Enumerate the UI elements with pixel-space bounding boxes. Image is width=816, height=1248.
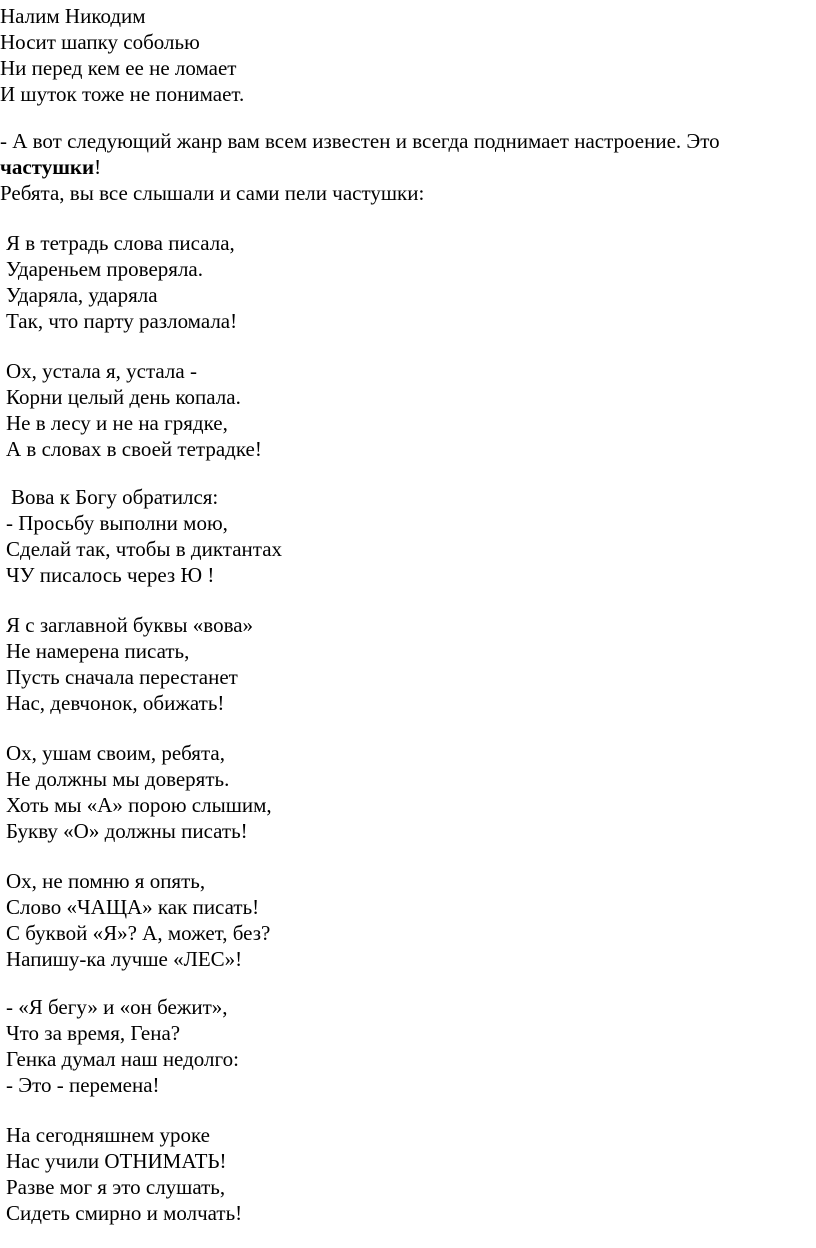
paragraph-line: Ребята, вы все слышали и сами пели частушки: [0,181,425,205]
intro-line: Носит шапку соболью [0,30,200,54]
stanza-line: Ох, устала я, устала - [6,359,197,383]
stanza-line: На сегодняшнем уроке [6,1123,210,1147]
stanza-line: Я с заглавной буквы «вова» [6,613,254,637]
paragraph-line [0,154,101,180]
stanza-line: Ох, не помню я опять, [6,869,206,893]
stanza-line: Вова к Богу обратился: [11,485,219,509]
exclamation: ! [94,155,102,179]
stanza-line: Сидеть смирно и молчать! [6,1201,243,1225]
stanza-line: Слово «ЧАЩА» как писать! [6,895,260,919]
stanza-line: Разве мог я это слушать, [6,1175,226,1199]
stanza-line: Я в тетрадь слова писала, [6,231,235,255]
stanza-line: Ударяла, ударяла [6,283,158,307]
intro-line: Ни перед кем ее не ломает [0,56,237,80]
stanza-line: Букву «О» должны писать! [6,819,248,843]
stanza-line: Сделай так, чтобы в диктантах [6,537,283,561]
stanza-line: Пусть сначала перестанет [6,665,238,689]
stanza-line: Ох, ушам своим, ребята, [6,741,225,765]
stanza-line: Нас учили ОТНИМАТЬ! [6,1149,227,1173]
stanza-line: - Просьбу выполни мою, [6,511,228,535]
stanza-line: Хоть мы «А» порою слышим, [6,793,272,817]
stanza-line: Генка думал наш недолго: [6,1047,239,1071]
stanza-line: ЧУ писалось через Ю ! [6,563,215,587]
intro-line: Налим Никодим [0,4,146,28]
paragraph-line: - А вот следующий жанр вам всем известен и всегда поднимает настроение. Это [0,129,720,153]
intro-line: И шуток тоже не понимает. [0,82,245,106]
stanza-line: Корни целый день копала. [6,385,241,409]
stanza-line: А в словах в своей тетрадке! [6,437,262,461]
stanza-line: Не должны мы доверять. [6,767,230,791]
stanza-line: - «Я бегу» и «он бежит», [6,995,228,1019]
stanza-line: Не намерена писать, [6,639,190,663]
stanza-line: - Это - перемена! [6,1073,160,1097]
stanza-line: С буквой «Я»? А, может, без? [6,921,271,945]
stanza-line: Что за время, Гена? [6,1021,181,1045]
stanza-line: Нас, девчонок, обижать! [6,691,225,715]
stanza-line: Удареньем проверяла. [6,257,203,281]
stanza-line: Так, что парту разломала! [6,309,238,333]
bold-term: частушки [0,155,95,179]
stanza-line: Напишу-ка лучше «ЛЕС»! [6,947,243,971]
stanza-line: Не в лесу и не на грядке, [6,411,228,435]
